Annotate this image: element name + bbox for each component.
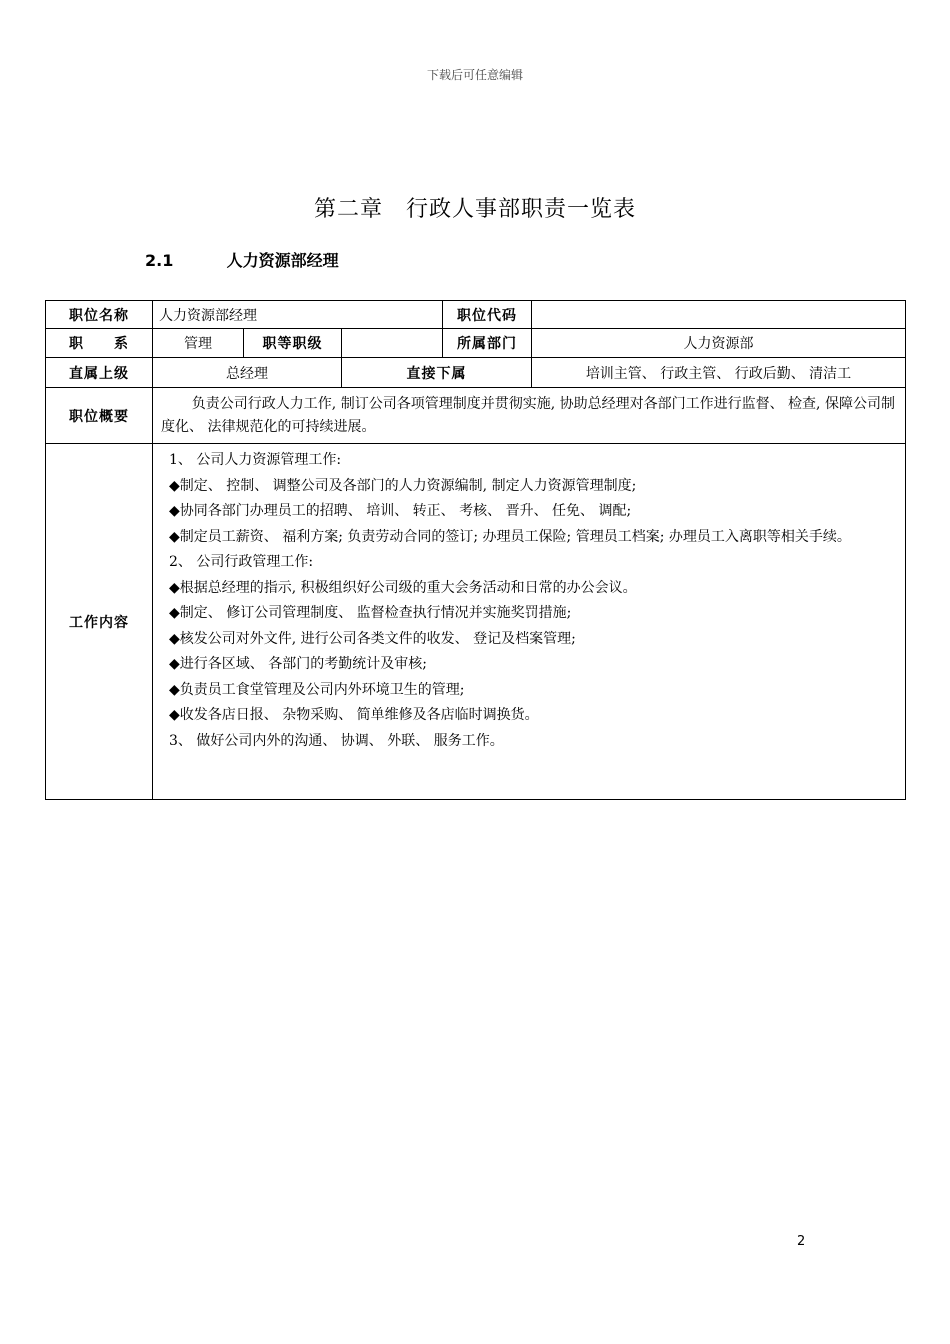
table-row	[46, 329, 906, 358]
list-item: ◆核发公司对外文件, 进行公司各类文件的收发、 登记及档案管理;	[169, 630, 576, 647]
value-position-summary: 负责公司行政人力工作, 制订公司各项管理制度并贯彻实施, 协助总经理对各部门工作进行监督、 检查, 保障公司制度化、 法律规范化的可持续进展。	[153, 388, 906, 444]
work-content-list	[153, 444, 906, 800]
label-direct-subordinates: 直接下属	[342, 358, 532, 388]
table-row	[46, 388, 906, 444]
label-job-series: 职 系	[46, 329, 153, 358]
list-item: ◆负责员工食堂管理及公司内外环境卫生的管理;	[169, 681, 465, 698]
list-item: ◆根据总经理的指示, 积极组织好公司级的重大会务活动和日常的办公会议。	[169, 579, 637, 596]
list-item: 3、 做好公司内外的沟通、 协调、 外联、 服务工作。	[169, 732, 504, 749]
list-item: ◆协同各部门办理员工的招聘、 培训、 转正、 考核、 晋升、 任免、 调配;	[169, 503, 632, 519]
list-item: 1、 公司人力资源管理工作:	[169, 452, 342, 468]
label-position-name: 职位名称	[46, 301, 153, 329]
page-number: 2	[797, 1234, 806, 1249]
job-duty-table	[45, 300, 906, 800]
value-job-grade	[342, 329, 443, 358]
value-job-series: 管理	[153, 329, 244, 358]
chapter-title: 第二章 行政人事部职责一览表	[313, 197, 636, 222]
value-department: 人力资源部	[532, 329, 906, 358]
section-title: 人力资源部经理	[226, 251, 339, 270]
header-note: 下载后可任意编辑	[426, 68, 523, 82]
table-row	[46, 444, 906, 800]
label-position-code: 职位代码	[443, 301, 532, 329]
label-position-summary: 职位概要	[46, 388, 153, 444]
list-item: 2、 公司行政管理工作:	[169, 554, 314, 570]
list-item: ◆进行各区域、 各部门的考勤统计及审核;	[169, 656, 427, 672]
label-department: 所属部门	[443, 329, 532, 358]
label-work-content: 工作内容	[46, 444, 153, 800]
value-position-code	[532, 301, 906, 329]
value-direct-subordinates: 培训主管、 行政主管、 行政后勤、 清洁工	[532, 358, 906, 388]
label-direct-superior: 直属上级	[46, 358, 153, 388]
value-direct-superior: 总经理	[153, 358, 342, 388]
list-item: ◆收发各店日报、 杂物采购、 简单维修及各店临时调换货。	[169, 707, 539, 723]
section-heading	[145, 248, 339, 271]
list-item: ◆制定员工薪资、 福利方案; 负责劳动合同的签订; 办理员工保险; 管理员工档案; 办理员工入离职等相关手续。	[169, 528, 851, 545]
list-item: ◆制定、 修订公司管理制度、 监督检查执行情况并实施奖罚措施;	[169, 605, 572, 621]
list-item: ◆制定、 控制、 调整公司及各部门的人力资源编制, 制定人力资源管理制度;	[169, 477, 637, 494]
table-row	[46, 358, 906, 388]
label-job-grade: 职等职级	[244, 329, 342, 358]
section-number: 2.1	[145, 251, 174, 270]
value-position-name: 人力资源部经理	[153, 301, 443, 329]
table-row	[46, 301, 906, 329]
